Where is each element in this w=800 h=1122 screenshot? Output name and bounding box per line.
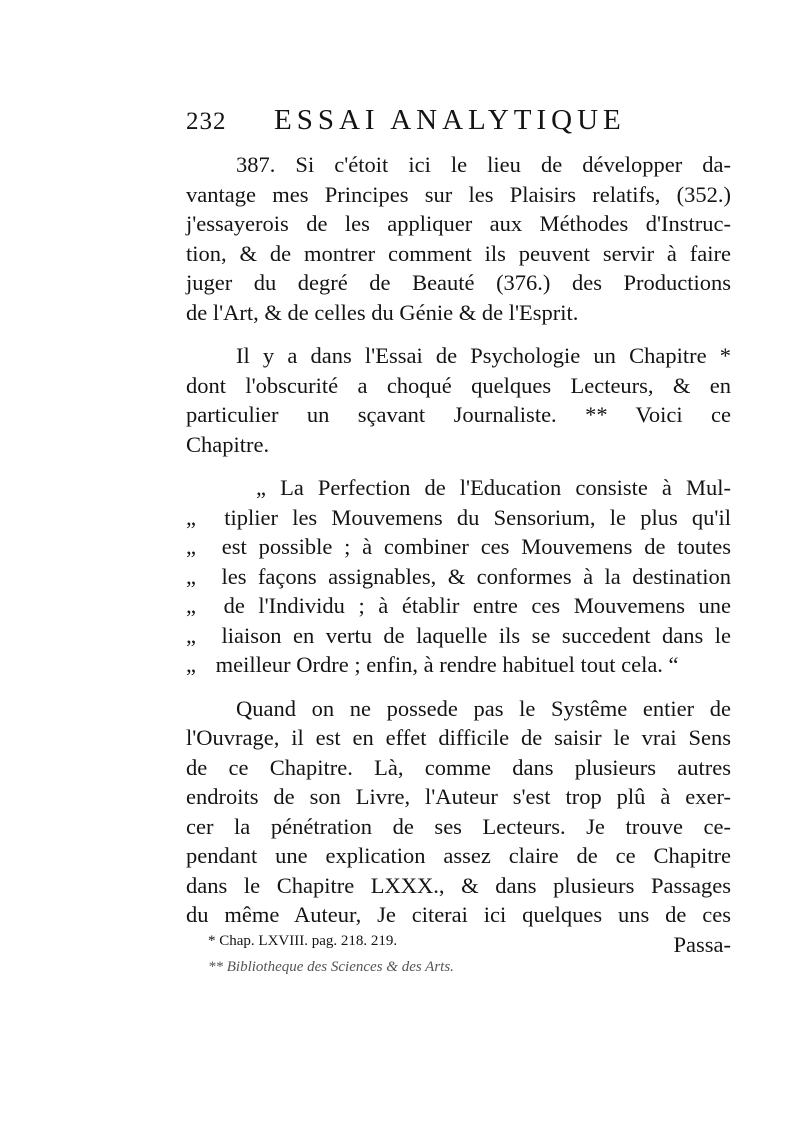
text-line: vantage mes Principes sur les Plaisirs relatifs, (352.)	[186, 181, 731, 207]
text-line: Chapitre.	[186, 431, 270, 457]
paragraph-gap	[186, 327, 731, 341]
text-line: particulier un sçavant Journaliste. ** Voici ce	[186, 402, 731, 427]
quote-mark: „	[186, 652, 196, 677]
text-line: dont l'obscurité a choqué quelques Lecteurs, & en	[186, 372, 731, 398]
text-line: tion, & de montrer comment ils peuvent servir à faire	[186, 240, 731, 266]
text-line: de l'Art, & de celles du Génie & de l'Esprit.	[186, 299, 579, 325]
text-line: de ce Chapitre. Là, comme dans plusieurs autres	[186, 754, 731, 780]
quote-line	[186, 532, 731, 562]
catchword: Passa-	[673, 931, 731, 957]
page-number: 232	[186, 108, 227, 135]
paragraph-gap	[186, 459, 731, 473]
quote-text: les façons assignables, & conformes à la destination	[221, 563, 731, 589]
quote-text: tiplier les Mouvemens du Sensorium, le plus qu'il	[224, 504, 731, 530]
quote-line	[186, 621, 731, 651]
text-line: Il y a dans l'Essai de Psychologie un Chapitre *	[236, 343, 731, 368]
quote-line	[186, 650, 731, 680]
paragraph-gap	[186, 680, 731, 694]
text-line: Quand on ne possede pas le Systême entier de	[236, 695, 731, 721]
quote-mark: „	[186, 563, 196, 589]
running-title: ESSAI ANALYTIQUE	[274, 104, 626, 136]
quote-text: de l'Individu ; à établir entre ces Mouvemens une	[223, 593, 732, 618]
quote-mark: „	[256, 475, 266, 500]
quote-text: La Perfection de l'Education consiste à Mul-	[280, 475, 732, 500]
quote-text: liaison en vertu de laquelle ils se succedent dans le	[221, 622, 732, 648]
text-line: cer la pénétration de ses Lecteurs. Je trouve ce-	[186, 813, 731, 839]
quote-mark: „	[186, 593, 196, 618]
text-line: j'essayerois de les appliquer aux Méthodes d'Instruc-	[186, 211, 731, 236]
quote-line	[186, 473, 731, 503]
footnotes	[208, 928, 708, 980]
footnote: * Chap. LXVIII. pag. 218. 219.	[208, 933, 398, 949]
quote-line	[186, 562, 731, 592]
text-line: dans le Chapitre LXXX., & dans plusieurs Passages	[186, 872, 731, 898]
quote-text: meilleur Ordre ; enfin, à rendre habituel tout cela. “	[215, 652, 679, 677]
quote-mark: „	[186, 534, 196, 559]
text-line: l'Ouvrage, il est en effet difficile de saisir le vrai Sens	[186, 725, 731, 750]
quote-line	[186, 503, 731, 533]
text-line: juger du degré de Beauté (376.) des Productions	[186, 270, 731, 295]
text-line: du même Auteur, Je citerai ici quelques uns de ces	[186, 902, 731, 927]
text-line: endroits de son Livre, l'Auteur s'est trop plû à exer-	[186, 784, 731, 809]
quote-text: est possible ; à combiner ces Mouvemens de toutes	[221, 534, 732, 559]
quote-mark: „	[186, 504, 196, 530]
text-line: 387. Si c'étoit ici le lieu de développer da-	[236, 152, 731, 177]
page-header	[186, 104, 731, 144]
quote-mark: „	[186, 622, 196, 648]
text-line: pendant une explication assez claire de ce Chapitre	[186, 843, 731, 868]
footnote: ** Bibliotheque des Sciences & des Arts.	[208, 959, 454, 975]
body-text	[186, 150, 731, 959]
quote-line	[186, 591, 731, 621]
